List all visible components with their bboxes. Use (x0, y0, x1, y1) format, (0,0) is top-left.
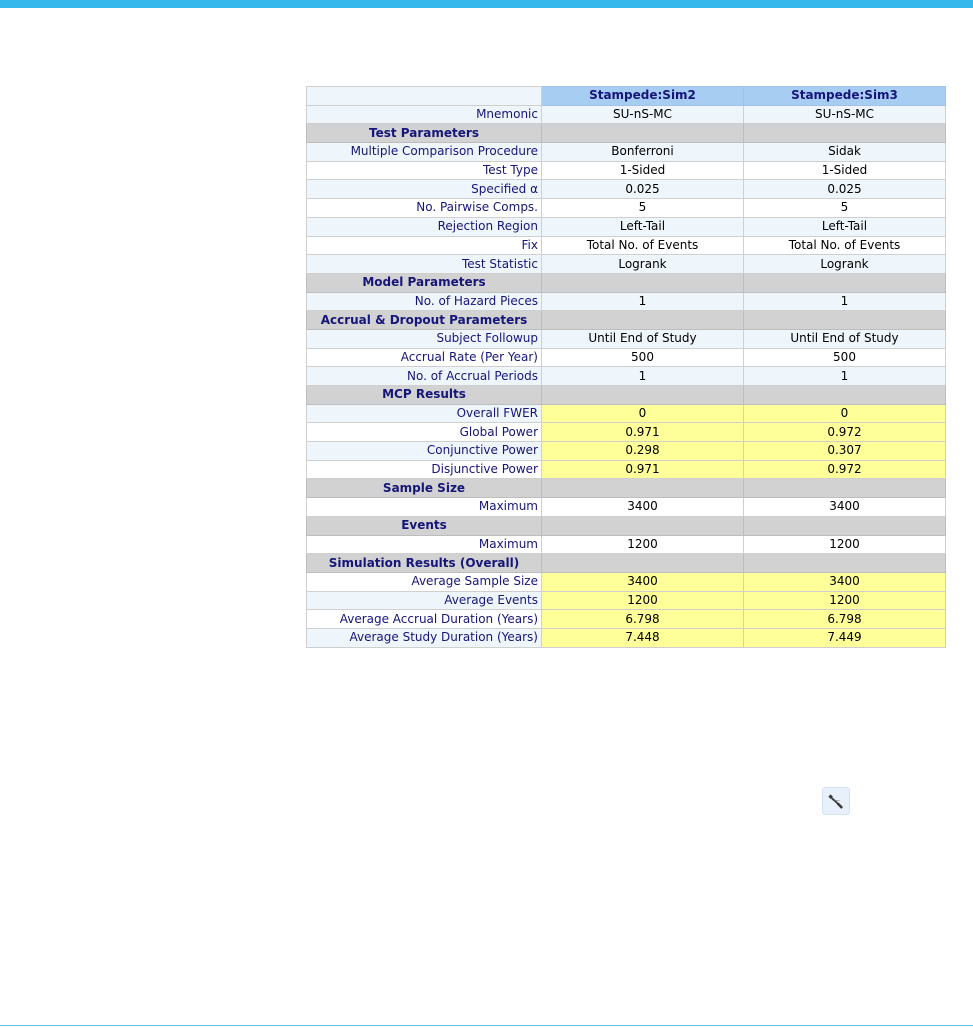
table-row-rejection-region (307, 217, 946, 236)
table-row-no-of-accrual-periods (307, 367, 946, 386)
value-cell-sim3[interactable]: 1 (744, 292, 946, 311)
value-cell-sim3[interactable]: 7.449 (744, 628, 946, 647)
row-label: Average Events (307, 591, 542, 610)
table-row-maximum (307, 498, 946, 517)
value-cell-sim2[interactable]: 0.971 (542, 460, 744, 479)
table-row-overall-fwer (307, 404, 946, 423)
value-cell-sim3[interactable]: 1-Sided (744, 161, 946, 180)
table-row-specified (307, 180, 946, 199)
section-title: Sample Size (307, 479, 542, 498)
table-row-average-study-duration-years (307, 628, 946, 647)
table-row-no-pairwise-comps (307, 199, 946, 218)
value-cell-sim3[interactable]: 0 (744, 404, 946, 423)
section-empty-cell (542, 554, 744, 573)
section-title: Accrual & Dropout Parameters (307, 311, 542, 330)
value-cell-sim3[interactable]: SU-nS-MC (744, 105, 946, 124)
section-title: Simulation Results (Overall) (307, 554, 542, 573)
row-label: Average Sample Size (307, 572, 542, 591)
value-cell-sim3[interactable]: 5 (744, 199, 946, 218)
value-cell-sim3[interactable]: 3400 (744, 572, 946, 591)
value-cell-sim2[interactable]: 1200 (542, 535, 744, 554)
value-cell-sim2[interactable]: Left-Tail (542, 217, 744, 236)
value-cell-sim3[interactable]: 1 (744, 367, 946, 386)
section-empty-cell (744, 479, 946, 498)
value-cell-sim2[interactable]: 0.971 (542, 423, 744, 442)
table-row-multiple-comparison-procedure (307, 143, 946, 162)
value-cell-sim3[interactable]: 1200 (744, 591, 946, 610)
column-header-sim2[interactable]: Stampede:Sim2 (542, 87, 744, 106)
table-row-conjunctive-power (307, 442, 946, 461)
row-label: Disjunctive Power (307, 460, 542, 479)
wrench-tool-button[interactable] (822, 787, 850, 815)
table-row-accrual-rate-per-year (307, 348, 946, 367)
value-cell-sim2[interactable]: 1-Sided (542, 161, 744, 180)
value-cell-sim3[interactable]: 0.307 (744, 442, 946, 461)
row-label: Average Study Duration (Years) (307, 628, 542, 647)
value-cell-sim3[interactable]: 0.025 (744, 180, 946, 199)
row-label: Test Statistic (307, 255, 542, 274)
section-empty-cell (744, 124, 946, 143)
value-cell-sim3[interactable]: 500 (744, 348, 946, 367)
value-cell-sim2[interactable]: 1 (542, 367, 744, 386)
value-cell-sim3[interactable]: 0.972 (744, 423, 946, 442)
row-label: Specified α (307, 180, 542, 199)
section-empty-cell (744, 516, 946, 535)
row-label: Accrual Rate (Per Year) (307, 348, 542, 367)
table-row-fix (307, 236, 946, 255)
section-empty-cell (542, 311, 744, 330)
row-label: Maximum (307, 498, 542, 517)
section-empty-cell (542, 124, 744, 143)
value-cell-sim3[interactable]: Total No. of Events (744, 236, 946, 255)
value-cell-sim3[interactable]: 3400 (744, 498, 946, 517)
value-cell-sim2[interactable]: 0.025 (542, 180, 744, 199)
value-cell-sim2[interactable]: 500 (542, 348, 744, 367)
value-cell-sim3[interactable]: Sidak (744, 143, 946, 162)
section-title: Model Parameters (307, 273, 542, 292)
value-cell-sim2[interactable]: 7.448 (542, 628, 744, 647)
section-row-model-parameters (307, 273, 946, 292)
value-cell-sim2[interactable]: 5 (542, 199, 744, 218)
row-label: Maximum (307, 535, 542, 554)
table-row-global-power (307, 423, 946, 442)
row-label: Subject Followup (307, 329, 542, 348)
section-row-simulation-results-overall (307, 554, 946, 573)
comparison-report (306, 86, 946, 648)
row-label: Rejection Region (307, 217, 542, 236)
table-header-row (307, 87, 946, 106)
section-empty-cell (542, 516, 744, 535)
value-cell-sim3[interactable]: Until End of Study (744, 329, 946, 348)
table-row-subject-followup (307, 329, 946, 348)
section-title: Test Parameters (307, 124, 542, 143)
row-label: Fix (307, 236, 542, 255)
value-cell-sim2[interactable]: 1200 (542, 591, 744, 610)
value-cell-sim2[interactable]: Until End of Study (542, 329, 744, 348)
table-row-average-events (307, 591, 946, 610)
row-label: Conjunctive Power (307, 442, 542, 461)
section-empty-cell (542, 479, 744, 498)
value-cell-sim2[interactable]: Bonferroni (542, 143, 744, 162)
value-cell-sim2[interactable]: 3400 (542, 572, 744, 591)
row-label: Average Accrual Duration (Years) (307, 610, 542, 629)
table-row-mnemonic (307, 105, 946, 124)
section-empty-cell (542, 386, 744, 405)
header-corner-cell (307, 87, 542, 106)
section-row-sample-size (307, 479, 946, 498)
table-row-average-accrual-duration-years (307, 610, 946, 629)
section-empty-cell (744, 554, 946, 573)
section-title: MCP Results (307, 386, 542, 405)
table-row-maximum (307, 535, 946, 554)
section-row-accrual-dropout-parameters (307, 311, 946, 330)
value-cell-sim3[interactable]: Logrank (744, 255, 946, 274)
section-row-test-parameters (307, 124, 946, 143)
value-cell-sim2[interactable]: 0 (542, 404, 744, 423)
value-cell-sim2[interactable]: Logrank (542, 255, 744, 274)
column-header-sim3[interactable]: Stampede:Sim3 (744, 87, 946, 106)
window-bottom-border (0, 1025, 973, 1026)
section-row-mcp-results (307, 386, 946, 405)
value-cell-sim2[interactable]: SU-nS-MC (542, 105, 744, 124)
window-top-bar (0, 0, 973, 8)
section-title: Events (307, 516, 542, 535)
row-label: Test Type (307, 161, 542, 180)
row-label: Global Power (307, 423, 542, 442)
table-row-test-statistic (307, 255, 946, 274)
comparison-table (306, 86, 946, 648)
row-label: No. of Accrual Periods (307, 367, 542, 386)
value-cell-sim3[interactable]: 6.798 (744, 610, 946, 629)
value-cell-sim2[interactable]: 0.298 (542, 442, 744, 461)
section-empty-cell (744, 311, 946, 330)
wrench-icon (826, 791, 846, 811)
value-cell-sim2[interactable]: Total No. of Events (542, 236, 744, 255)
table-row-test-type (307, 161, 946, 180)
row-label: Multiple Comparison Procedure (307, 143, 542, 162)
row-label: No. of Hazard Pieces (307, 292, 542, 311)
value-cell-sim2[interactable]: 1 (542, 292, 744, 311)
section-row-events (307, 516, 946, 535)
row-label: No. Pairwise Comps. (307, 199, 542, 218)
value-cell-sim3[interactable]: Left-Tail (744, 217, 946, 236)
table-row-no-of-hazard-pieces (307, 292, 946, 311)
value-cell-sim3[interactable]: 0.972 (744, 460, 946, 479)
row-label: Mnemonic (307, 105, 542, 124)
section-empty-cell (542, 273, 744, 292)
value-cell-sim3[interactable]: 1200 (744, 535, 946, 554)
table-row-disjunctive-power (307, 460, 946, 479)
section-empty-cell (744, 386, 946, 405)
table-row-average-sample-size (307, 572, 946, 591)
section-empty-cell (744, 273, 946, 292)
value-cell-sim2[interactable]: 3400 (542, 498, 744, 517)
value-cell-sim2[interactable]: 6.798 (542, 610, 744, 629)
row-label: Overall FWER (307, 404, 542, 423)
